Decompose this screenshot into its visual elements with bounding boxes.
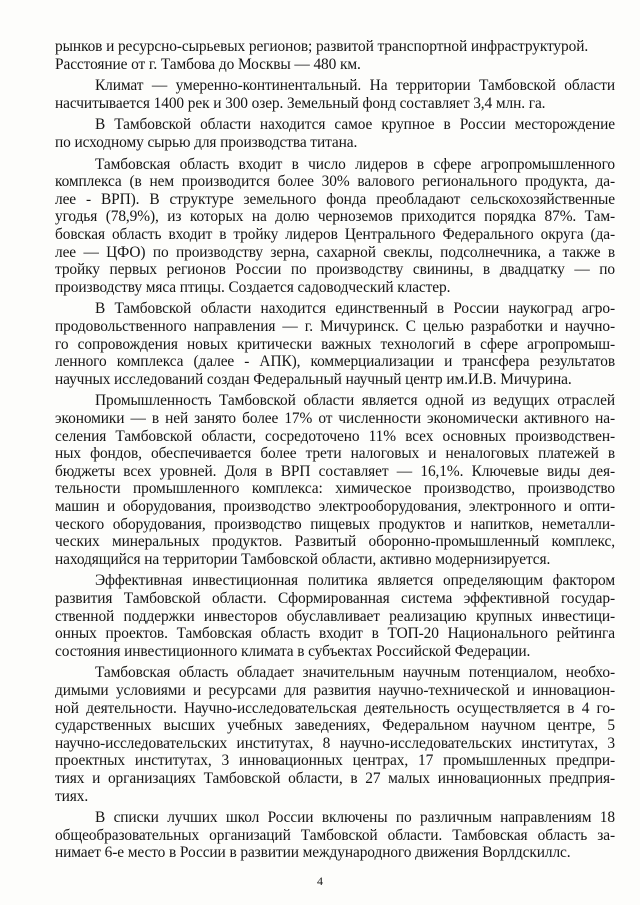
text-line: В списки лучших школ России включены по различным направлениям 18 [95, 809, 615, 827]
text-line: го сопровождения новых критически важных технологий в сфере агропромыш- [55, 335, 615, 353]
text-line: ственной поддержки инвесторов обуславливает реализацию крупных инвестици- [55, 607, 615, 625]
text-line: Промышленность Тамбовской области является одной из ведущих отраслей [95, 392, 615, 410]
text-line: продовольственного направления — г. Мичуринск. С целью разработки и научно- [55, 318, 615, 335]
page-number: 4 [317, 874, 323, 888]
text-line: общеобразовательных организаций Тамбовской области. Тамбовская область за- [55, 826, 615, 844]
text-line: сударственных высших учебных заведениях, Федеральном научном центре, 5 [55, 717, 615, 735]
text-line: селения Тамбовской области, сосредоточено 11% всех основных производствен- [55, 427, 615, 445]
text-line: тиях. [55, 787, 89, 805]
text-line: бюджеты всех уровней. Доля в ВРП составляет — 16,1%. Ключевые виды дея- [55, 462, 615, 480]
text-line: ленного комплекса (далее - АПК), коммерциализации и трансфера результатов [55, 353, 615, 371]
text-line: Эффективная инвестиционная политика является определяющим фактором [95, 572, 615, 590]
text-line: ной деятельности. Научно-исследовательская деятельность осуществляется в 4 го- [55, 699, 615, 717]
text-line: насчитывается 1400 рек и 300 озер. Земельный фонд составляет 3,4 млн. га. [55, 94, 546, 112]
text-line: машин и оборудования, производство электрооборудования, электронного и опти- [55, 498, 615, 515]
text-line: комплекса (в нем производится более 30% валового регионального продукта, да- [55, 173, 615, 191]
text-line: научных исследований создан Федеральный научный центр им.И.В. Мичурина. [55, 370, 572, 388]
text-line: Тамбовская область входит в число лидеров в сфере агропромышленного [95, 155, 615, 173]
text-line: Расстояние от г. Тамбова до Москвы — 480 км. [55, 55, 361, 73]
text-line: находящийся на территории Тамбовской области, активно модернизируется. [55, 550, 551, 568]
text-line: рынков и ресурсно-сырьевых регионов; развитой транспортной инфраструктурой. [55, 38, 589, 55]
text-line: онных проектов. Тамбовская область входит в ТОП-20 Национального рейтинга [55, 625, 615, 643]
text-line: нимает 6-е место в России в развитии международного движения Ворлдскиллс. [55, 844, 571, 862]
text-line: димыми условиями и ресурсами для развития научно-технической и инновацион- [55, 682, 615, 699]
text-line: состояния инвестиционного климата в субъектах Российской Федерации. [55, 642, 531, 660]
text-line: бовская область входит в тройку лидеров Центрального Федерального округа (да- [55, 226, 615, 243]
text-line: по исходному сырью для производства титана. [55, 134, 358, 151]
text-line: тиях и организациях Тамбовской области, в 27 малых инновационных предприя- [55, 770, 615, 787]
text-line: тройку первых регионов России по производству свинины, в двадцатку — по [55, 261, 615, 279]
text-line: ческих минеральных продуктов. Развитый оборонно-промышленный комплекс, [55, 533, 615, 551]
text-line: развития Тамбовской области. Сформированная система эффективной государ- [55, 590, 615, 607]
text-line: В Тамбовской области находится самое крупное в России месторождение [95, 116, 615, 134]
text-line: научно-исследовательских институтах, 8 научно-исследовательских институтах, 3 [55, 734, 615, 752]
text-line: проектных институтах, 3 инновационных центрах, 17 промышленных предпри- [55, 752, 615, 770]
text-line: В Тамбовской области находится единственный в России наукоград агро- [95, 300, 615, 318]
text-line: тельности промышленного комплекса: химическое производство, производство [55, 480, 615, 498]
text-line: ческого оборудования, производство пищевых продуктов и напитков, неметалли- [55, 515, 615, 533]
text-line: Тамбовская область обладает значительным научным потенциалом, необхо- [95, 664, 615, 682]
text-line: лее — ЦФО) по производству зерна, сахарной свеклы, подсолнечника, а также в [55, 243, 615, 261]
text-line: угодья (78,9%), из которых на долю черноземов приходится порядка 87%. Там- [55, 208, 615, 226]
text-line: экономики — в ней занято более 17% от численности экономически активного на- [55, 410, 615, 427]
text-line: производству мяса птицы. Создается садоводческий кластер. [55, 278, 451, 296]
text-line: ных фондов, обеспечивается более трети налоговых и неналоговых платежей в [55, 445, 615, 463]
text-line: лее - ВРП). В структуре земельного фонда преобладают сельскохозяйственные [55, 190, 615, 208]
text-line: Климат — умеренно-континентальный. На территории Тамбовской области [95, 77, 615, 95]
